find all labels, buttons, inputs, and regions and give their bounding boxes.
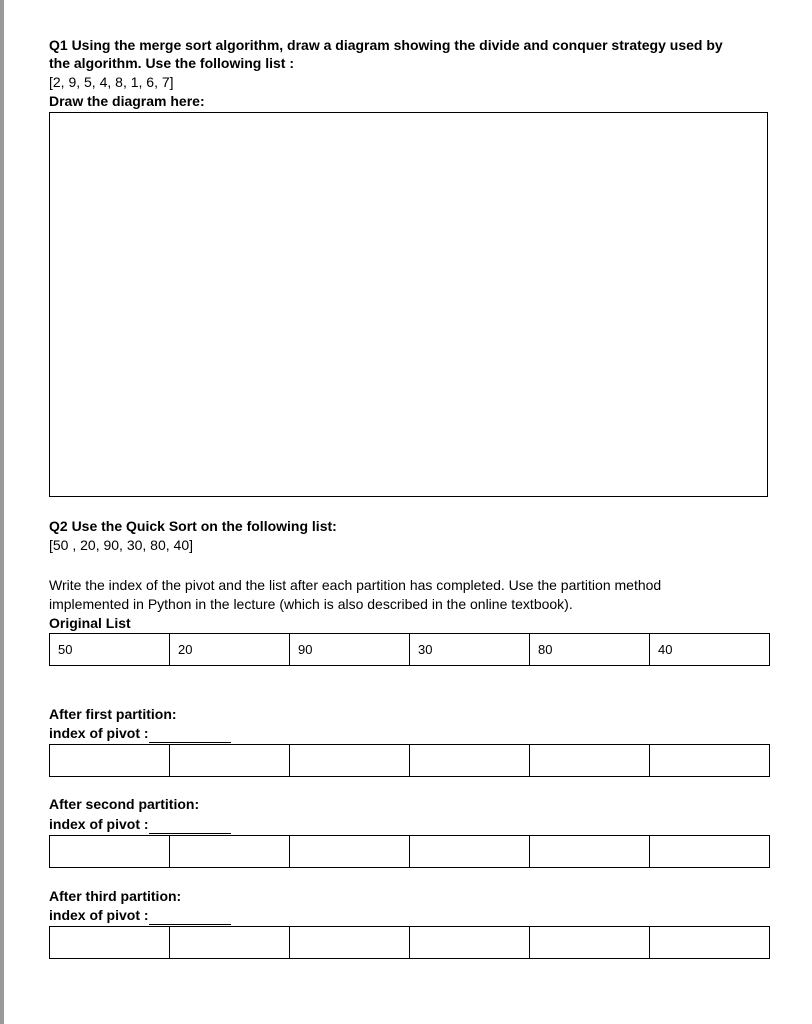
second-partition-row bbox=[49, 835, 770, 868]
q1-list: [2, 9, 5, 4, 8, 1, 6, 7] bbox=[49, 74, 174, 90]
first-pivot-blank[interactable] bbox=[149, 728, 231, 743]
q1-question-line1: Q1 Using the merge sort algorithm, draw a diagram showing the divide and conquer strategy used by bbox=[49, 37, 723, 53]
answer-cell[interactable] bbox=[290, 927, 410, 958]
answer-cell[interactable] bbox=[290, 836, 410, 867]
pivot-label: index of pivot : bbox=[49, 907, 149, 923]
page-left-edge bbox=[0, 0, 4, 1024]
answer-cell[interactable] bbox=[530, 927, 650, 958]
pivot-label: index of pivot : bbox=[49, 725, 149, 741]
answer-cell[interactable] bbox=[410, 836, 530, 867]
second-partition-label: After second partition: bbox=[49, 796, 200, 812]
first-pivot-line bbox=[49, 724, 231, 743]
answer-cell[interactable] bbox=[290, 745, 410, 776]
answer-cell[interactable] bbox=[170, 927, 290, 958]
answer-cell[interactable] bbox=[650, 927, 769, 958]
original-cell: 40 bbox=[658, 642, 673, 657]
q2-list: [50 , 20, 90, 30, 80, 40] bbox=[49, 537, 193, 553]
q1-draw-label: Draw the diagram here: bbox=[49, 93, 205, 109]
answer-cell[interactable] bbox=[530, 745, 650, 776]
original-cell: 90 bbox=[290, 634, 410, 665]
answer-cell[interactable] bbox=[530, 836, 650, 867]
q2-instructions-line1: Write the index of the pivot and the list after each partition has completed. Use the partition method bbox=[49, 577, 662, 593]
first-partition-label: After first partition: bbox=[49, 706, 177, 722]
original-cell: 50 bbox=[50, 634, 170, 665]
original-cell: 80 bbox=[530, 634, 650, 665]
original-cell: 20 bbox=[170, 634, 290, 665]
third-pivot-blank[interactable] bbox=[149, 910, 231, 925]
second-pivot-blank[interactable] bbox=[149, 819, 231, 834]
original-list-label: Original List bbox=[49, 615, 131, 631]
answer-cell[interactable] bbox=[170, 745, 290, 776]
third-pivot-line bbox=[49, 906, 231, 925]
q1-question-line2: the algorithm. Use the following list : bbox=[49, 55, 295, 71]
answer-cell[interactable] bbox=[650, 836, 769, 867]
answer-cell[interactable] bbox=[50, 836, 170, 867]
answer-cell[interactable] bbox=[50, 927, 170, 958]
first-partition-row bbox=[49, 744, 770, 777]
second-pivot-line bbox=[49, 815, 231, 834]
third-partition-row bbox=[49, 926, 770, 959]
q2-heading: Q2 Use the Quick Sort on the following list: bbox=[49, 518, 337, 534]
answer-cell[interactable] bbox=[410, 745, 530, 776]
third-partition-label: After third partition: bbox=[49, 888, 182, 904]
answer-cell[interactable] bbox=[650, 745, 769, 776]
diagram-drawing-area[interactable] bbox=[49, 112, 768, 497]
answer-cell[interactable] bbox=[170, 836, 290, 867]
pivot-label: index of pivot : bbox=[49, 816, 149, 832]
original-cell: 30 bbox=[410, 634, 530, 665]
q2-instructions-line2: implemented in Python in the lecture (which is also described in the online textbook). bbox=[49, 596, 573, 612]
answer-cell[interactable] bbox=[410, 927, 530, 958]
original-list-row bbox=[49, 633, 770, 666]
answer-cell[interactable] bbox=[50, 745, 170, 776]
